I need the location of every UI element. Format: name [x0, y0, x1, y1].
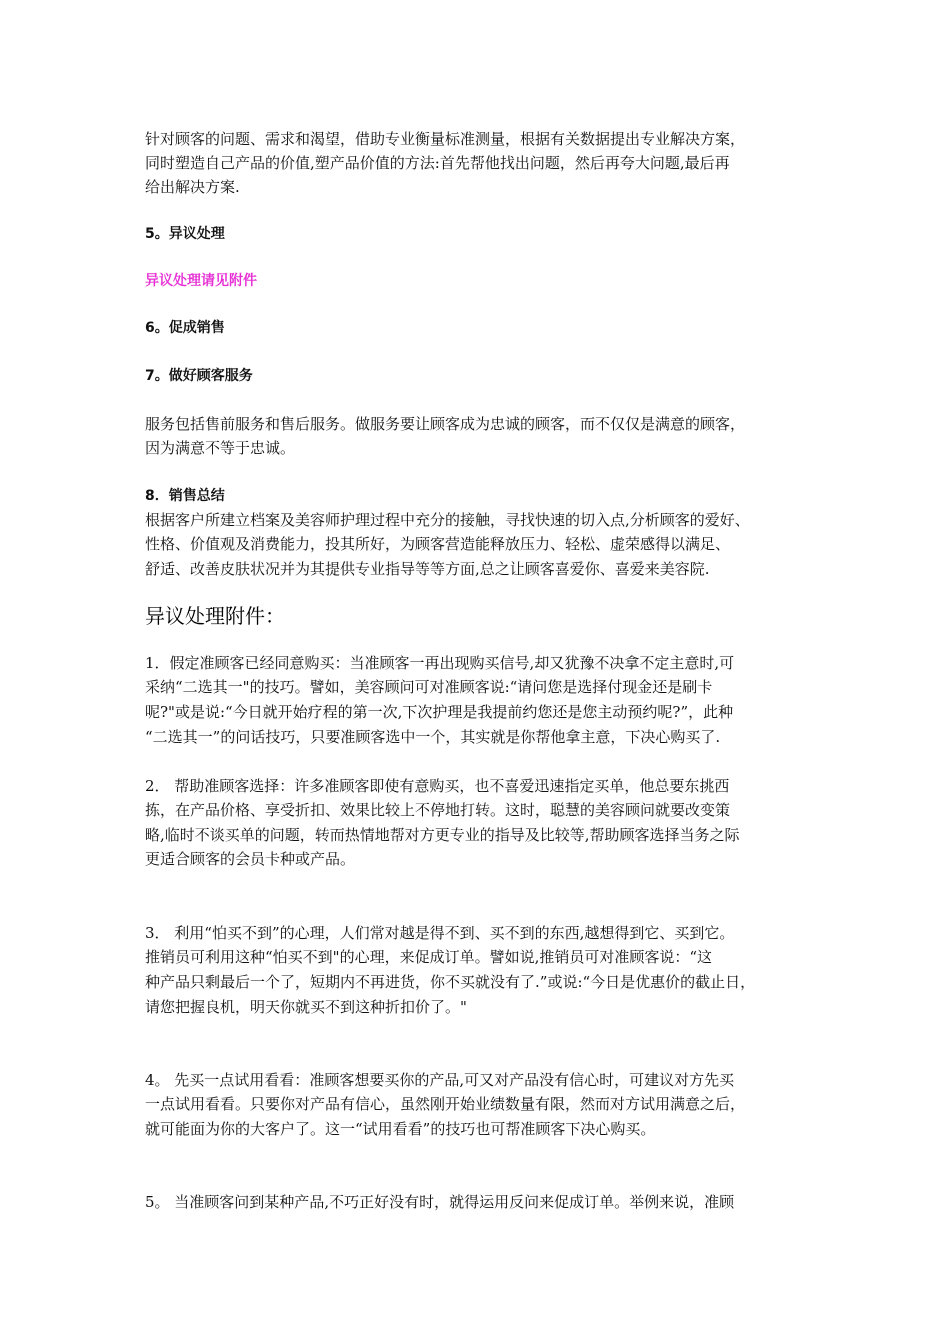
section-heading-6: 6。促成销售: [145, 320, 225, 336]
summary-line: 性格、价值观及消费能力，投其所好，为顾客营造能释放压力、轻松、虚荣感得以满足、: [145, 535, 731, 553]
item-2-line: 略,临时不谈买单的问题，转而热情地帮对方更专业的指导及比较等,帮助顾客选择当务之际: [145, 826, 740, 844]
intro-line: 针对顾客的问题、需求和渴望，借助专业衡量标准测量，根据有关数据提出专业解决方案，: [145, 130, 746, 148]
summary-line: 舒适、改善皮肤状况并为其提供专业指导等等方面,总之让顾客喜爱你、喜爱来美容院.: [145, 560, 710, 578]
item-3-line: 请您把握良机，明天你就买不到这种折扣价了。": [145, 998, 467, 1016]
service-line: 服务包括售前服务和售后服务。做服务要让顾客成为忠诚的顾客，而不仅仅是满意的顾客，: [145, 415, 746, 433]
item-3-line: 推销员可利用这种“怕买不到"的心理，来促成订单。譬如说,推销员可对准顾客说：“这: [145, 948, 713, 966]
item-1-line: 1．假定准顾客已经同意购买：当准顾客一再出现购买信号,却又犹豫不决拿不定主意时,可: [145, 654, 735, 672]
item-2-line: 更适合顾客的会员卡种或产品。: [145, 850, 356, 868]
intro-line: 给出解决方案.: [145, 178, 240, 196]
attachment-title: 异议处理附件：: [145, 604, 285, 628]
item-1-line: 呢?"或是说:“今日就开始疗程的第一次,下次护理是我提前约您还是您主动预约呢?”，此种: [145, 703, 734, 721]
section-heading-8: 8．销售总结: [145, 488, 225, 504]
item-4-line: 4。 先买一点试用看看：准顾客想要买你的产品,可又对产品没有信心时，可建议对方先买: [145, 1071, 735, 1089]
section-heading-7: 7。做好顾客服务: [145, 368, 253, 384]
item-2-line: 拣，在产品价格、享受折扣、效果比较上不停地打转。这时，聪慧的美容顾问就要改变策: [145, 801, 731, 819]
section-heading-5: 5。异议处理: [145, 226, 225, 242]
item-4-line: 一点试用看看。只要你对产品有信心，虽然刚开始业绩数量有限，然而对方试用满意之后，: [145, 1095, 746, 1113]
summary-line: 根据客户所建立档案及美容师护理过程中充分的接触，寻找快速的切入点,分析顾客的爱好、: [145, 511, 750, 529]
see-attachment-note: 异议处理请见附件: [145, 273, 257, 289]
intro-line: 同时塑造自己产品的价值,塑产品价值的方法:首先帮他找出问题，然后再夸大问题,最后再: [145, 154, 730, 172]
item-3-line: 3． 利用“怕买不到”的心理，人们常对越是得不到、买不到的东西,越想得到它、买到它。: [145, 924, 735, 942]
item-4-line: 就可能面为你的大客户了。这一“试用看看”的技巧也可帮准顾客下决心购买。: [145, 1120, 656, 1138]
item-3-line: 种产品只剩最后一个了，短期内不再进货，你不买就没有了.”或说:“今日是优惠价的截止日，: [145, 973, 756, 991]
item-2-line: 2． 帮助准顾客选择：许多准顾客即使有意购买，也不喜爱迅速指定买单，他总要东挑西: [145, 777, 730, 795]
item-5-line: 5。 当准顾客问到某种产品,不巧正好没有时，就得运用反问来促成订单。举例来说，准顾: [145, 1193, 735, 1211]
service-line: 因为满意不等于忠诚。: [145, 439, 296, 457]
item-1-line: “二选其一”的问话技巧，只要准顾客选中一个，其实就是你帮他拿主意，下决心购买了.: [145, 728, 721, 746]
item-1-line: 采纳“二选其一"的技巧。譬如，美容顾问可对准顾客说:“请问您是选择付现金还是刷卡: [145, 678, 713, 696]
